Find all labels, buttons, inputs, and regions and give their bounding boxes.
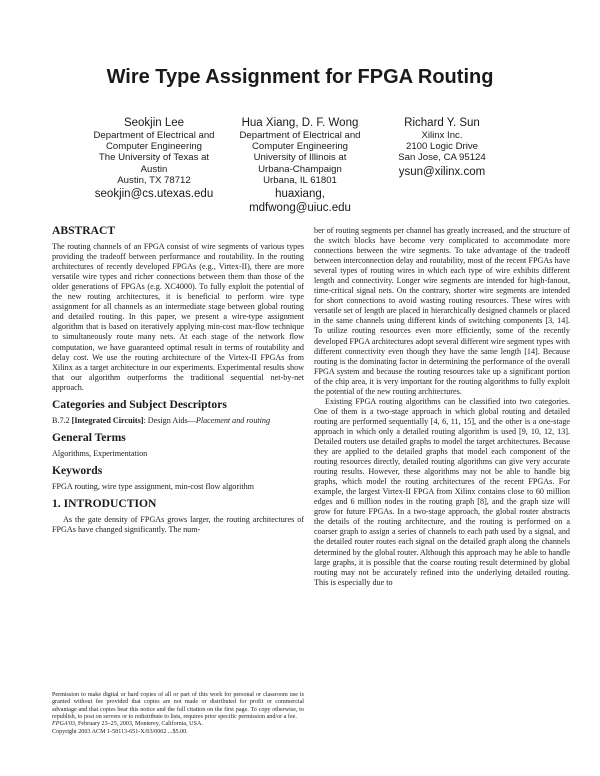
abstract-text: The routing channels of an FPGA consist of wire segments of various types providing the tradeoff between performance and routability. In the routing architectures of recently developed FPGAs (e.g., Virtex-II), there are more versatile wire types and richer connections between them than those of the older generations of FPGAs (e.g. XC4000). To fully exploit the potential of the new routing architectures, it is beneficial to perform wire type assignment for all channels as an intermediate stage between global routing and detailed routing. In this paper, we present a wire-type assignment algorithm that is based on iteratively applying min-cost max-flow technique to simultaneously route many nets. At each stage of the network flow computation, we have guaranteed optimal result in terms of routability and delay cost. We use the routing architecture of the Virtex-II FPGAs from Xilinx as a target architecture in our experiments. Experimental results show that our algorithm outperforms the traditional sequential net-by-net approach.	[52, 242, 304, 392]
right-column	[314, 226, 570, 588]
introduction-paragraph: As the gate density of FPGAs grows larger, the routing architectures of FPGAs have changed significantly. The num-	[52, 515, 304, 535]
category-rest: : Design Aids—	[143, 415, 196, 425]
author-email: ysun@xilinx.com	[398, 165, 486, 178]
author-block-2	[230, 116, 370, 215]
general-terms-text: Algorithms, Experimentation	[52, 448, 148, 458]
body-paragraph-2: Existing FPGA routing algorithms can be classified into two categories. One of them is a two-stage approach in which global routing and detailed routing are performed sequentially [4, 6, 11, 15], and the other is a one-stage approach in which only a detailed routing algorithm is used [9, 10, 12, 13]. Detailed routers use detailed graphs to model the target architectures. Because they are applied to the detailed graphs that model each component of the routing resources directly, detailed routing algorithms can give very accurate routing results. However, these algorithms may not be able to handle big graphs, which model the routing architectures of the recent FPGAs. For example, the largest Virtex-II FPGA from Xilinx contains close to 60 million edges and 6 million nodes in the routing graph [8], and the graph size will grow for future FPGAs. In a two-stage approach, the global router abstracts the details of the routing architecture, and the routing is performed on a coarser graph to assign a series of channels to each path used by a signal, and the detailed router routes each signal on the detailed graph along the channels determined by the global router. Although this approach may be able to handle large graphs, it is possible that the coarse routing result determined by global routing may not be accurately refined into the underlying detailed routing. This is especially due to	[314, 396, 570, 587]
category-code: B.7.2	[52, 415, 72, 425]
body-paragraph-1: ber of routing segments per channel has greatly increased, and the structure of the switch blocks have become very complicated to accommodate more connections between the wire segments. To take advantage of the tradeoff between interconnection delay and routability, most of the recent FPGAs have several types of routing wires in which each type of wire exhibits different length and connectivity. Longer wire segments are intended for high-fanout, time-critical signal nets. On the contrary, shorter wire segments are intended for short connections to avoid wasting routing resources. These wires with versatile set of length are placed in hierarchically designed channels or placed in the same channels using different kinds of switching components [3, 14]. To utilize routing resources even more efficiently, some of the recently developed FPGA architectures adopt several different wire segment types with different connectivity even though they have the same length [14]. Because routing is the dominating factor in determining the performance of the overall FPGA system and because the routing resources take up a significant portion of the chip area, it is very important for the routing algorithms to fully exploit the potential of the new routing architectures.	[314, 226, 570, 396]
left-column	[52, 226, 304, 535]
categories-heading: Categories and Subject Descriptors	[52, 397, 227, 411]
category-name: [Integrated Circuits]	[71, 415, 144, 425]
author-name: Richard Y. Sun	[404, 117, 480, 129]
venue-line	[52, 721, 304, 728]
venue-name: FPGA'03,	[52, 721, 77, 728]
venue-details: February 23–25, 2003, Monterey, California, USA.	[76, 721, 203, 728]
author-affiliation: Department of Electrical and Computer Engineering University of Illinois at Urbana-Champaign Urbana, IL 61801	[239, 130, 361, 186]
category-subject: Placement and routing	[195, 415, 271, 425]
copyright-line: Copyright 2003 ACM 1-58113-651-X/03/0002 ...$5.00.	[52, 728, 188, 735]
paper-title: Wire Type Assignment for FPGA Routing	[106, 66, 494, 88]
abstract-heading: ABSTRACT	[52, 224, 116, 237]
author-block-3	[372, 116, 512, 179]
categories-text	[52, 416, 304, 426]
author-email: huaxiang, mdfwong@uiuc.edu	[249, 188, 351, 214]
permission-text: Permission to make digital or hard copies of all or part of this work for personal or classroom use is granted without fee provided that copies are not made or distributed for profit or commercial advantage and that copies bear this notice and the full citation on the first page. To copy otherwise, to republish, to post on servers or to redistribute to lists, requires prior specific permission and/or a fee.	[52, 692, 304, 721]
general-terms-heading: General Terms	[52, 430, 126, 444]
copyright-notice	[52, 692, 304, 736]
author-block-1	[84, 116, 224, 202]
keywords-text: FPGA routing, wire type assignment, min-cost flow algorithm	[52, 481, 254, 491]
author-name: Hua Xiang, D. F. Wong	[241, 117, 359, 129]
introduction-heading: 1. INTRODUCTION	[52, 497, 157, 511]
author-name: Seokjin Lee	[123, 117, 185, 129]
author-affiliation: Department of Electrical and Computer Engineering The University of Texas at Austin Austin, TX 78712	[93, 130, 215, 186]
keywords-heading: Keywords	[52, 463, 103, 477]
author-email: seokjin@cs.utexas.edu	[94, 188, 214, 201]
author-affiliation: Xilinx Inc. 2100 Logic Drive San Jose, CA 95124	[398, 130, 486, 164]
